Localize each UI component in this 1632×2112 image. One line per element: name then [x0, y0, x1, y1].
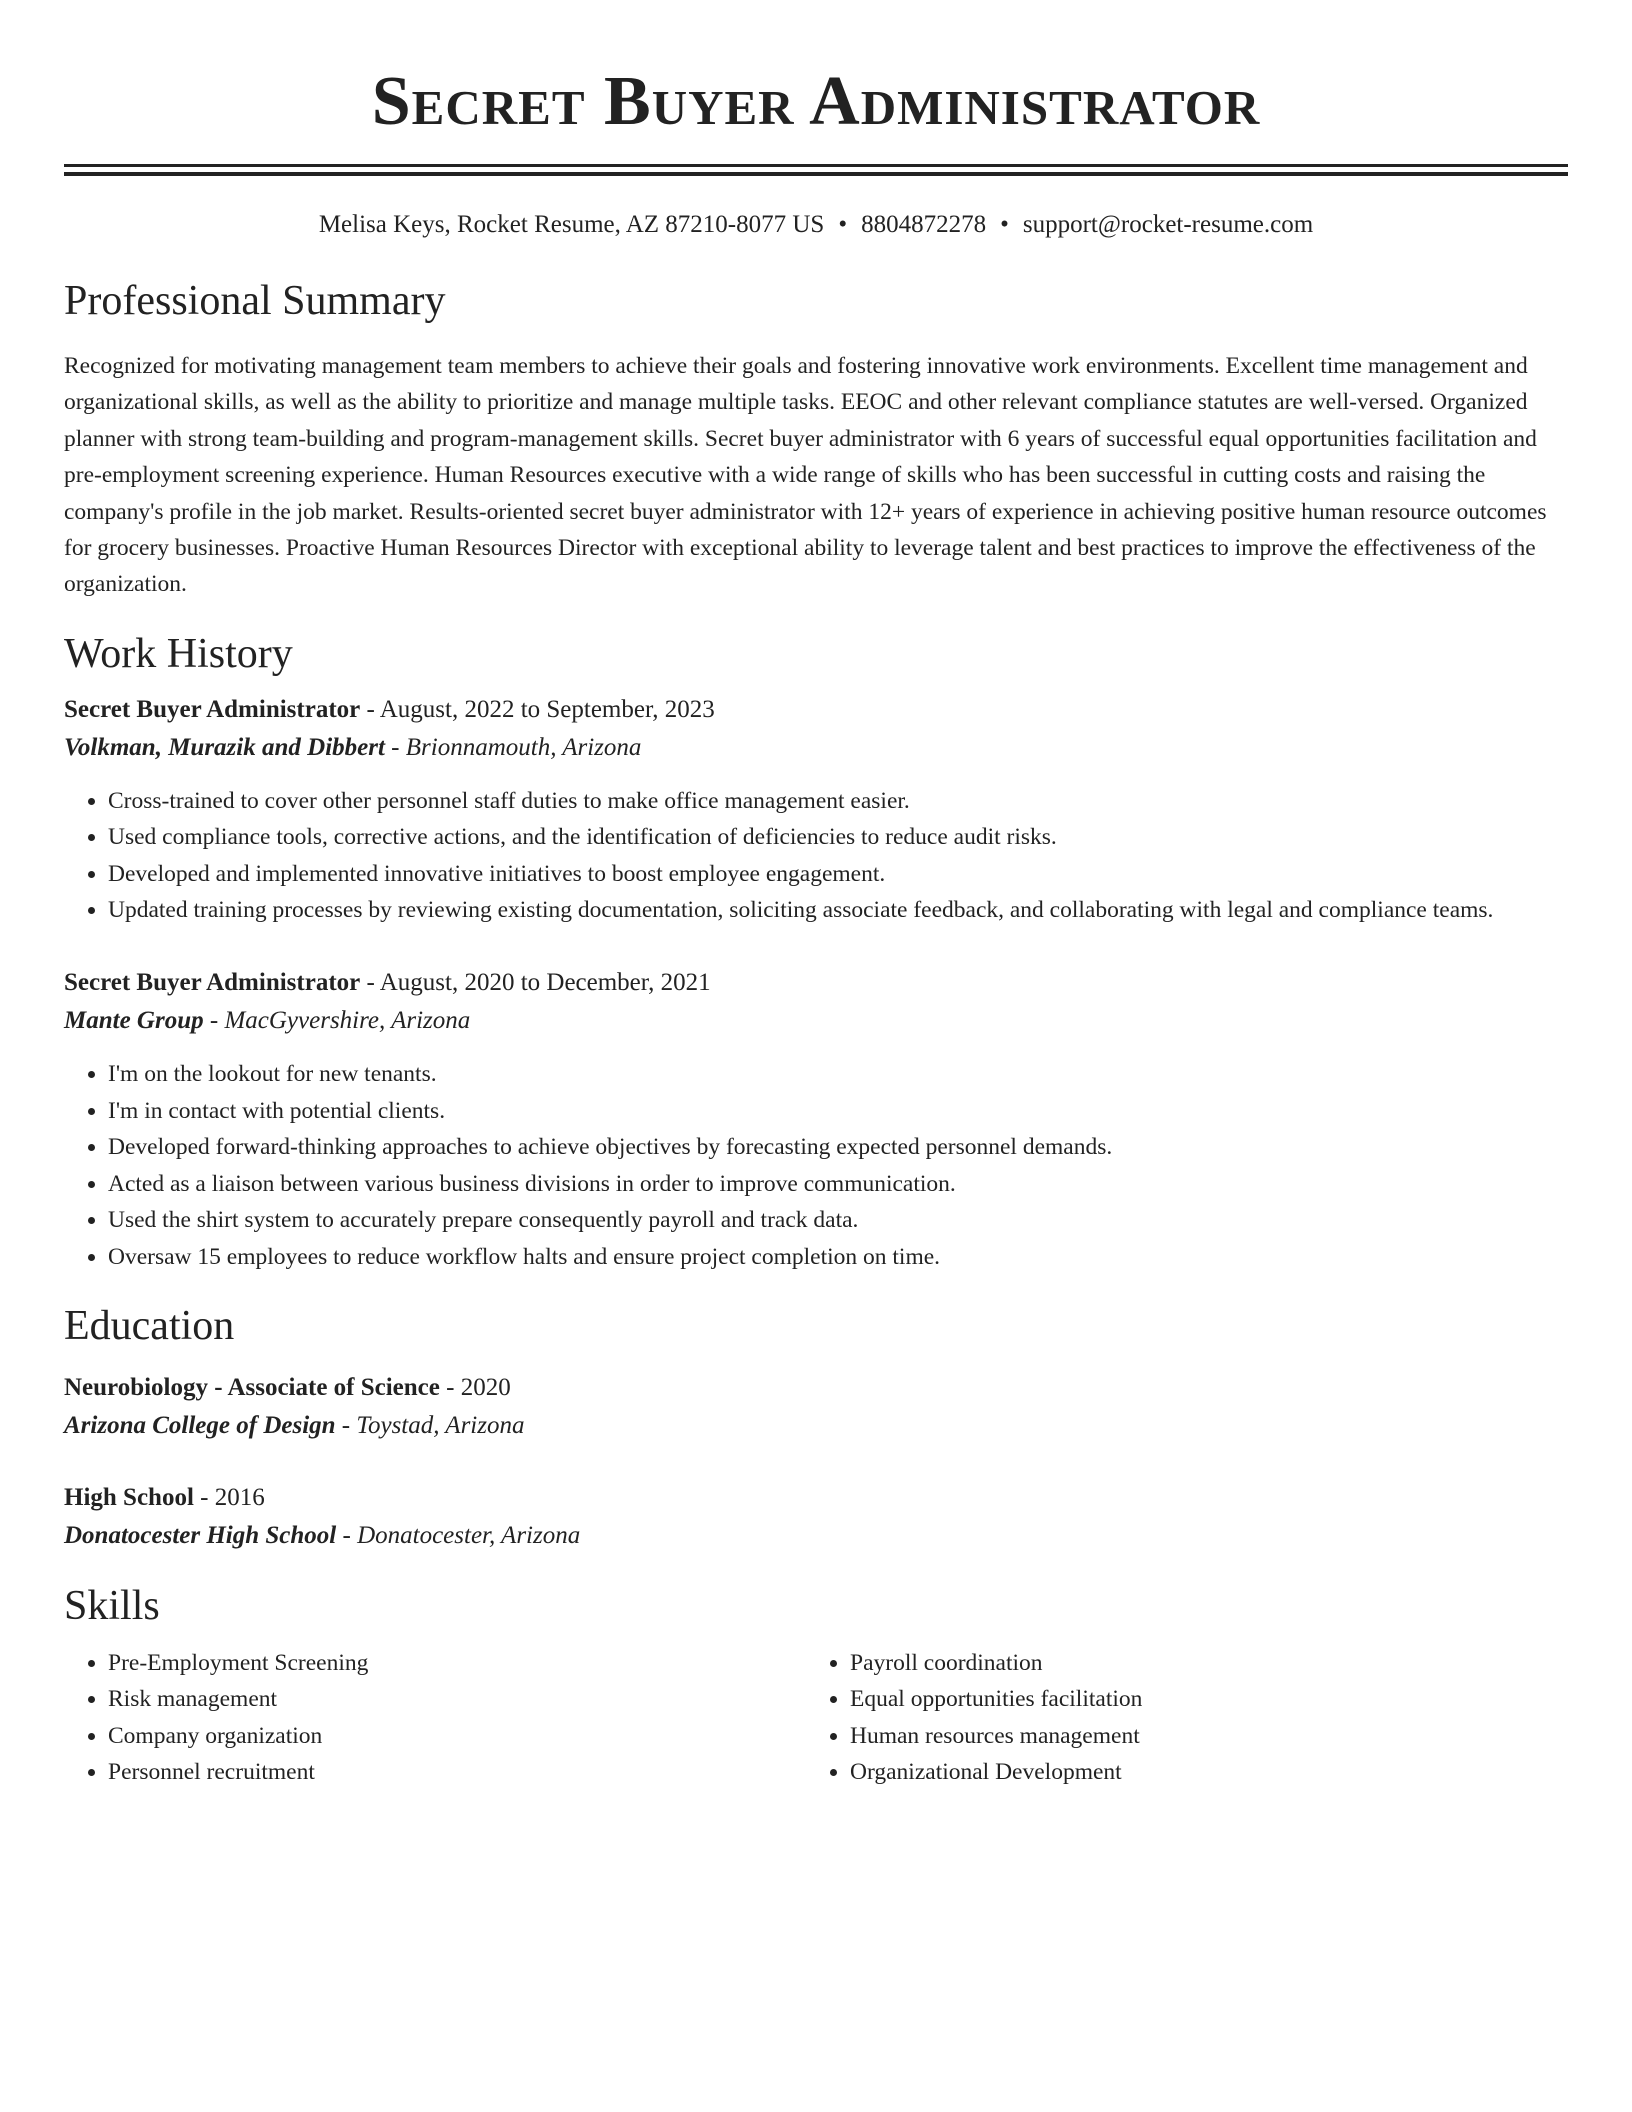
education-degree: Neurobiology - Associate of Science: [64, 1373, 440, 1401]
education-header: [64, 1369, 1568, 1407]
list-item: • I'm in contact with potential clients.: [108, 1093, 1568, 1129]
skills-heading: Skills: [64, 1582, 160, 1629]
job-dates: - August, 2020 to December, 2021: [360, 969, 711, 997]
resume-page: [64, 0, 1568, 1791]
job-role: Secret Buyer Administrator: [64, 969, 361, 997]
education-school-line: [64, 1407, 1568, 1445]
job-bullets: [64, 783, 1568, 929]
summary-heading: Professional Summary: [64, 278, 446, 324]
list-item: • Developed forward-thinking approaches to achieve objectives by forecasting expected personnel demands.: [108, 1129, 1568, 1165]
education-entry: [64, 1369, 1568, 1445]
list-item: • Personnel recruitment: [108, 1754, 806, 1790]
job-company-line: [64, 1002, 1568, 1040]
job-bullets: [64, 1056, 1568, 1274]
list-item: • I'm on the lookout for new tenants.: [108, 1056, 1568, 1092]
list-item: • Used compliance tools, corrective actions, and the identification of deficiencies to reduce audit risks.: [108, 819, 1568, 855]
education-location: - Toystad, Arizona: [335, 1411, 525, 1439]
contact-phone: 8804872278: [861, 211, 987, 238]
contact-separator: •: [838, 211, 848, 238]
list-item: • Human resources management: [850, 1718, 1550, 1754]
education-heading: Education: [64, 1302, 235, 1349]
skills-columns: [64, 1645, 1568, 1791]
contact-line: [64, 210, 1568, 240]
list-item: • Organizational Development: [850, 1754, 1550, 1790]
summary-text: Recognized for motivating management team members to achieve their goals and fostering innovative work environments. Excellent time management and organizational skills, as well as the ability to prioritize and manage multiple tasks. EEOC and other relevant compliance statutes are well-versed. Organized planner with strong team-building and program-management skills. Secret buyer administrator with 6 years of successful equal opportunities facilitation and pre-employment screening experience. Human Resources executive with a wide range of skills who has been successful in cutting costs and raising the company's profile in the job market. Results-oriented secret buyer administrator with 12+ years of experience in achieving positive human resource outcomes for grocery businesses. Proactive Human Resources Director with exceptional ability to leverage talent and best practices to improve the effectiveness of the organization.: [64, 353, 1547, 598]
education-location: - Donatocester, Arizona: [336, 1521, 581, 1549]
list-item: • Used the shirt system to accurately prepare consequently payroll and track data.: [108, 1202, 1568, 1238]
job-company: Volkman, Murazik and Dibbert: [64, 733, 385, 761]
contact-email: support@rocket-resume.com: [1022, 211, 1314, 238]
work-history-heading: Work History: [64, 630, 293, 677]
list-item: • Pre-Employment Screening: [108, 1645, 806, 1681]
job-company-line: [64, 729, 1568, 767]
list-item: • Company organization: [108, 1718, 806, 1754]
list-item: • Developed and implemented innovative initiatives to boost employee engagement.: [108, 856, 1568, 892]
list-item: • Oversaw 15 employees to reduce workflow halts and ensure project completion on time.: [108, 1239, 1568, 1275]
job-entry: [64, 964, 1568, 1274]
job-dates: - August, 2022 to September, 2023: [360, 695, 715, 723]
job-header: [64, 691, 1568, 729]
job-entry: [64, 691, 1568, 929]
header-rule-bottom: [64, 172, 1568, 176]
job-role: Secret Buyer Administrator: [64, 695, 361, 723]
contact-address: Melisa Keys, Rocket Resume, AZ 87210-8077 US: [318, 211, 825, 238]
education-year: - 2020: [439, 1373, 511, 1401]
list-item: • Acted as a liaison between various business divisions in order to improve communication.: [108, 1166, 1568, 1202]
contact-separator: •: [1000, 211, 1009, 238]
skills-list-left: [64, 1645, 806, 1791]
candidate-name: Secret Buyer Administrator: [371, 63, 1261, 140]
job-location: - MacGyvershire, Arizona: [203, 1007, 471, 1035]
education-school-line: [64, 1517, 1568, 1555]
education-school: Arizona College of Design: [64, 1411, 336, 1439]
list-item: • Cross-trained to cover other personnel staff duties to make office management easier.: [108, 783, 1568, 819]
list-item: • Risk management: [108, 1681, 806, 1717]
education-degree: High School: [64, 1483, 194, 1511]
job-location: - Brionnamouth, Arizona: [384, 733, 642, 761]
list-item: • Payroll coordination: [850, 1645, 1550, 1681]
education-year: - 2016: [193, 1483, 265, 1511]
list-item: • Equal opportunities facilitation: [850, 1681, 1550, 1717]
education-entry: [64, 1479, 1568, 1555]
skills-list-right: [806, 1645, 1550, 1791]
job-company: Mante Group: [64, 1007, 204, 1035]
list-item: • Updated training processes by reviewing existing documentation, soliciting associate feedback, and collaborating with legal and compliance teams.: [108, 892, 1568, 928]
education-school: Donatocester High School: [64, 1521, 337, 1549]
header-rule-top: [64, 164, 1568, 167]
education-header: [64, 1479, 1568, 1517]
job-header: [64, 964, 1568, 1002]
